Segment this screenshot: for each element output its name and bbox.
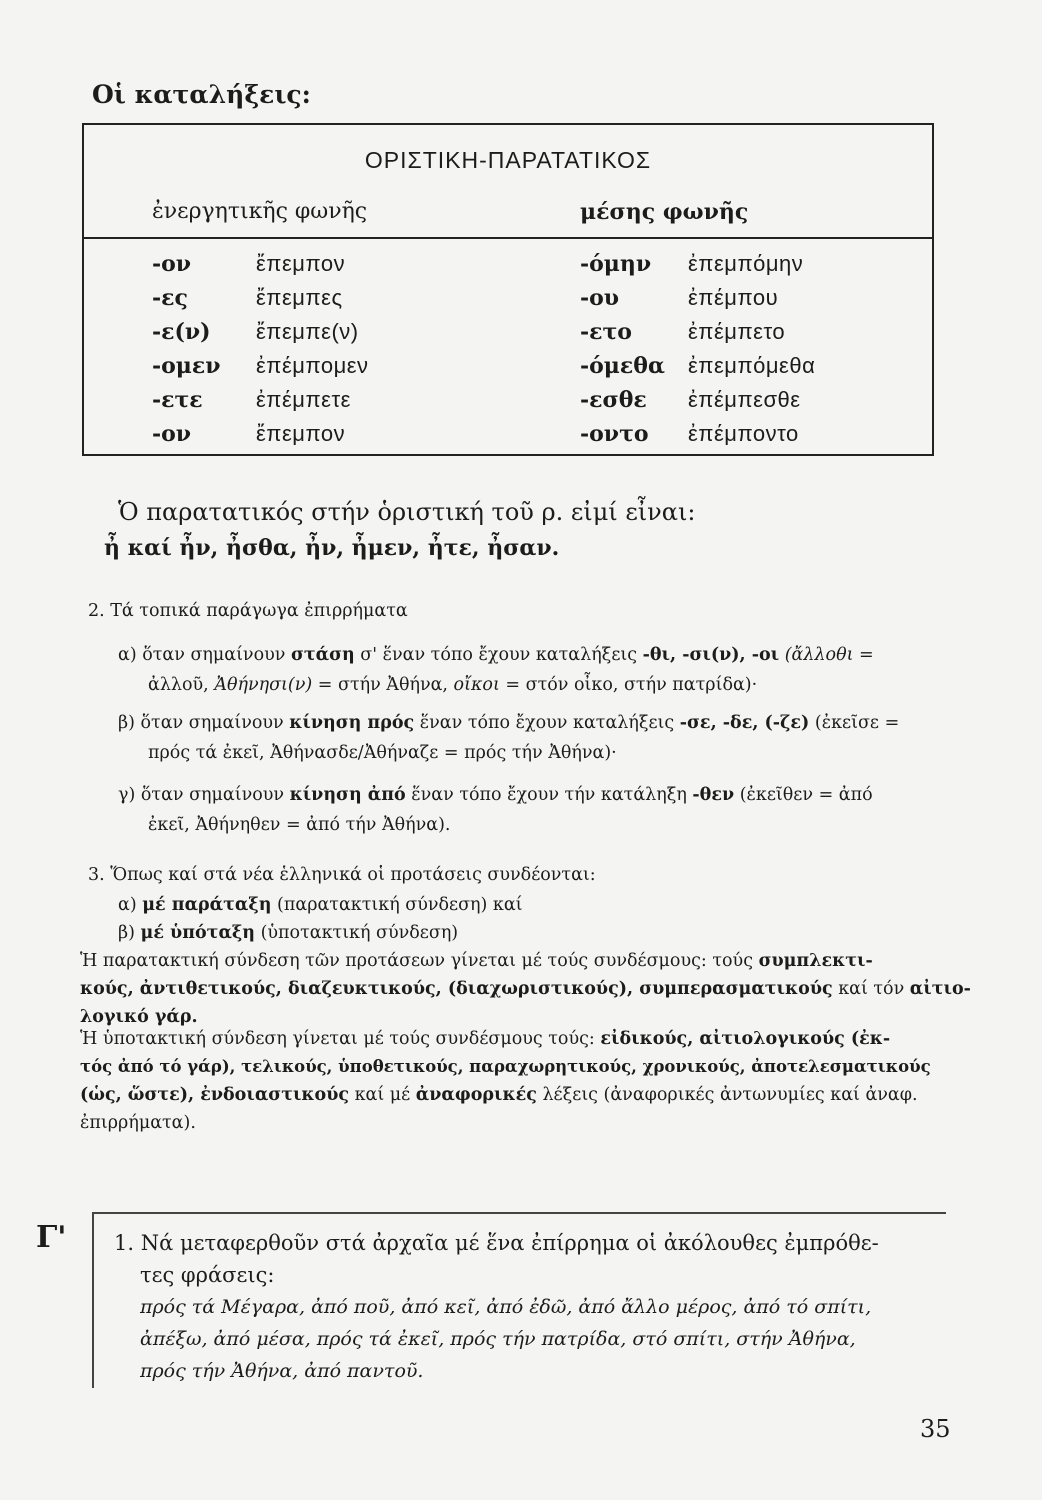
text: (ἐκεῖσε = [809, 713, 900, 733]
middle-ending: -όμην [580, 251, 652, 277]
exercise-phrases: πρός τά Μέγαρα, ἀπό ποῦ, ἀπό κεῖ, ἀπό ἐδῶ, ἀπό ἄλλο μέρος, ἀπό τό σπίτι, [140, 1296, 872, 1318]
hypotaxis-line-3 [80, 1080, 918, 1110]
ending-keyword: -σε, -δε, (-ζε) [679, 713, 810, 733]
keyword: μέ ὑπόταξη [140, 923, 256, 943]
middle-form: ἐπέμπεσθε [688, 387, 801, 412]
section-2-title: 2. Τά τοπικά παράγωγα ἐπιρρήματα [88, 601, 408, 621]
keyword: συμπλεκτι- [758, 951, 873, 971]
active-ending: -ον [152, 251, 192, 277]
middle-ending: -ετο [580, 319, 632, 345]
active-ending: -ες [152, 285, 188, 311]
text: λέξεις (ἀναφορικές ἀντωνυμίες καί ἀναφ. [536, 1085, 918, 1105]
text: β) ὅταν σημαίνουν [118, 713, 290, 733]
table-divider [84, 237, 932, 239]
keyword: ἀναφορικές [415, 1085, 537, 1105]
text: β) [118, 923, 141, 943]
text: ἕναν τόπο ἔχουν τήν κατάληξη [405, 785, 693, 805]
text: = [853, 645, 874, 665]
eimi-note: Ὁ παρατατικός στήν ὁριστική τοῦ ρ. εἰμί εἶναι: [118, 498, 696, 526]
hypotaxis-line-4: ἐπιρρήματα). [80, 1113, 196, 1133]
parataxis-line-1 [80, 946, 873, 976]
active-form: ἔπεμπες [256, 285, 343, 310]
keyword: κίνηση ἀπό [289, 785, 406, 805]
exercise-phrases: πρός τήν Ἀθήνα, ἀπό παντοῦ. [140, 1360, 424, 1382]
middle-ending: -οντο [580, 421, 649, 447]
exercise-phrases: ἀπέξω, ἀπό μέσα, πρός τά ἐκεῖ, πρός τήν πατρίδα, στό σπίτι, στήν Ἀθήνα, [140, 1328, 856, 1350]
keyword: αἰτιο- [909, 979, 971, 999]
section-2-item-a-cont [148, 670, 757, 700]
middle-form: ἐπέμπου [688, 285, 779, 310]
middle-form: ἐπέμποντο [688, 421, 799, 446]
middle-ending: -ου [580, 285, 620, 311]
active-ending: -ετε [152, 387, 203, 413]
text: γ) ὅταν σημαίνουν [118, 785, 290, 805]
eimi-forms: ἦ καί ἦν, ἦσθα, ἦν, ἦμεν, ἦτε, ἦσαν. [104, 535, 560, 561]
section-2-item-b-cont: πρός τά ἐκεῖ, Ἀθήνασδε/Ἀθήναζε = πρός τήν Ἀθήνα)· [148, 743, 617, 763]
hypotaxis-line-1 [80, 1024, 890, 1054]
table-title: ΟΡΙΣΤΙΚΗ-ΠΑΡΑΤΑΤΙΚΟΣ [364, 147, 652, 173]
active-form: ἐπέμπετε [256, 387, 351, 412]
hypotaxis-line-2: τός ἀπό τό γάρ), τελικούς, ὑποθετικούς, παραχωρητικούς, χρονικούς, ἀποτελεσματικούς [80, 1057, 931, 1076]
text: σ' ἕναν τόπο ἔχουν καταλήξεις [354, 645, 643, 665]
page-number: 35 [920, 1415, 951, 1443]
text: = στήν Ἀθήνα, [312, 675, 454, 695]
section-2-item-c [118, 780, 873, 810]
conjugation-table [82, 123, 934, 456]
active-form: ἔπεμπον [256, 421, 346, 446]
text: ἀλλοῦ, [148, 675, 215, 695]
middle-form: ἐπέμπετο [688, 319, 786, 344]
active-form: ἔπεμπον [256, 251, 346, 276]
table-row [84, 247, 932, 281]
exercise-instruction: 1. Νά μεταφερθοῦν στά ἀρχαῖα μέ ἕνα ἐπίρρημα οἱ ἀκόλουθες ἐμπρόθε- [114, 1231, 879, 1255]
section-3-item-b [118, 918, 458, 948]
ending-keyword: -θεν [692, 785, 735, 805]
text: ἕναν τόπο ἔχουν καταλήξεις [414, 713, 680, 733]
active-ending: -ε(ν) [152, 319, 211, 345]
text: καί μέ [349, 1085, 416, 1105]
middle-ending: -όμεθα [580, 353, 665, 379]
table-row [84, 315, 932, 349]
keyword: κούς, ἀντιθετικούς, διαζευκτικούς, (διαχωριστικούς), συμπερασματικούς [80, 979, 833, 999]
active-form: ἔπεμπε(ν) [256, 319, 359, 344]
section-2-item-b [118, 708, 899, 738]
keyword: (ὡς, ὥστε), ἐνδοιαστικούς [80, 1085, 350, 1105]
text: (ὑποτακτική σύνδεση) [255, 923, 459, 943]
example: (ἄλλοθι [779, 645, 854, 665]
example: Ἀθήνησι(ν) [214, 675, 313, 695]
middle-ending: -εσθε [580, 387, 647, 413]
section-heading: Οἱ καταλήξεις: [92, 80, 311, 109]
text: α) [118, 895, 143, 915]
keyword: εἰδικούς, αἰτιολογικούς (ἐκ- [600, 1029, 891, 1049]
active-ending: -ομεν [152, 353, 221, 379]
ending-keyword: -θι, -σι(ν), -οι [642, 645, 780, 665]
section-3-item-a [118, 890, 523, 920]
exercise-instruction-cont: τες φράσεις: [140, 1263, 275, 1287]
parataxis-line-2 [80, 974, 971, 1004]
keyword: στάση [290, 645, 355, 665]
section-2-item-c-cont: ἐκεῖ, Ἀθήνηθεν = ἀπό τήν Ἀθήνα). [148, 815, 451, 835]
middle-voice-header: μέσης φωνῆς [580, 199, 749, 225]
text: α) ὅταν σημαίνουν [118, 645, 291, 665]
exercise-box [92, 1212, 946, 1388]
middle-form: ἐπεμπόμεθα [688, 353, 816, 378]
exercise-marker: Γ' [36, 1220, 67, 1255]
parataxis-line-3: λογικό γάρ. [80, 1007, 198, 1027]
keyword: μέ παράταξη [142, 895, 272, 915]
middle-form: ἐπεμπόμην [688, 251, 804, 276]
table-row [84, 349, 932, 383]
text: Ἡ ὑποτακτική σύνδεση γίνεται μέ τούς συνδέσμους τούς: [80, 1029, 601, 1049]
text: καί τόν [832, 979, 910, 999]
table-row [84, 417, 932, 451]
active-voice-header: ἐνεργητικῆς φωνῆς [152, 199, 368, 224]
section-3-title: 3. Ὅπως καί στά νέα ἑλληνικά οἱ προτάσεις συνδέονται: [88, 865, 596, 885]
section-2-item-a [118, 640, 874, 670]
text: (παρατακτική σύνδεση) καί [271, 895, 523, 915]
table-row [84, 281, 932, 315]
text: (ἐκεῖθεν = ἀπό [734, 785, 873, 805]
active-ending: -ον [152, 421, 192, 447]
text: = στόν οἶκο, στήν πατρίδα)· [499, 675, 758, 695]
active-form: ἐπέμπομεν [256, 353, 369, 378]
table-row [84, 383, 932, 417]
keyword: κίνηση πρός [289, 713, 415, 733]
text: Ἡ παρατακτική σύνδεση τῶν προτάσεων γίνεται μέ τούς συνδέσμους: τούς [80, 951, 759, 971]
example: οἴκοι [453, 675, 500, 695]
